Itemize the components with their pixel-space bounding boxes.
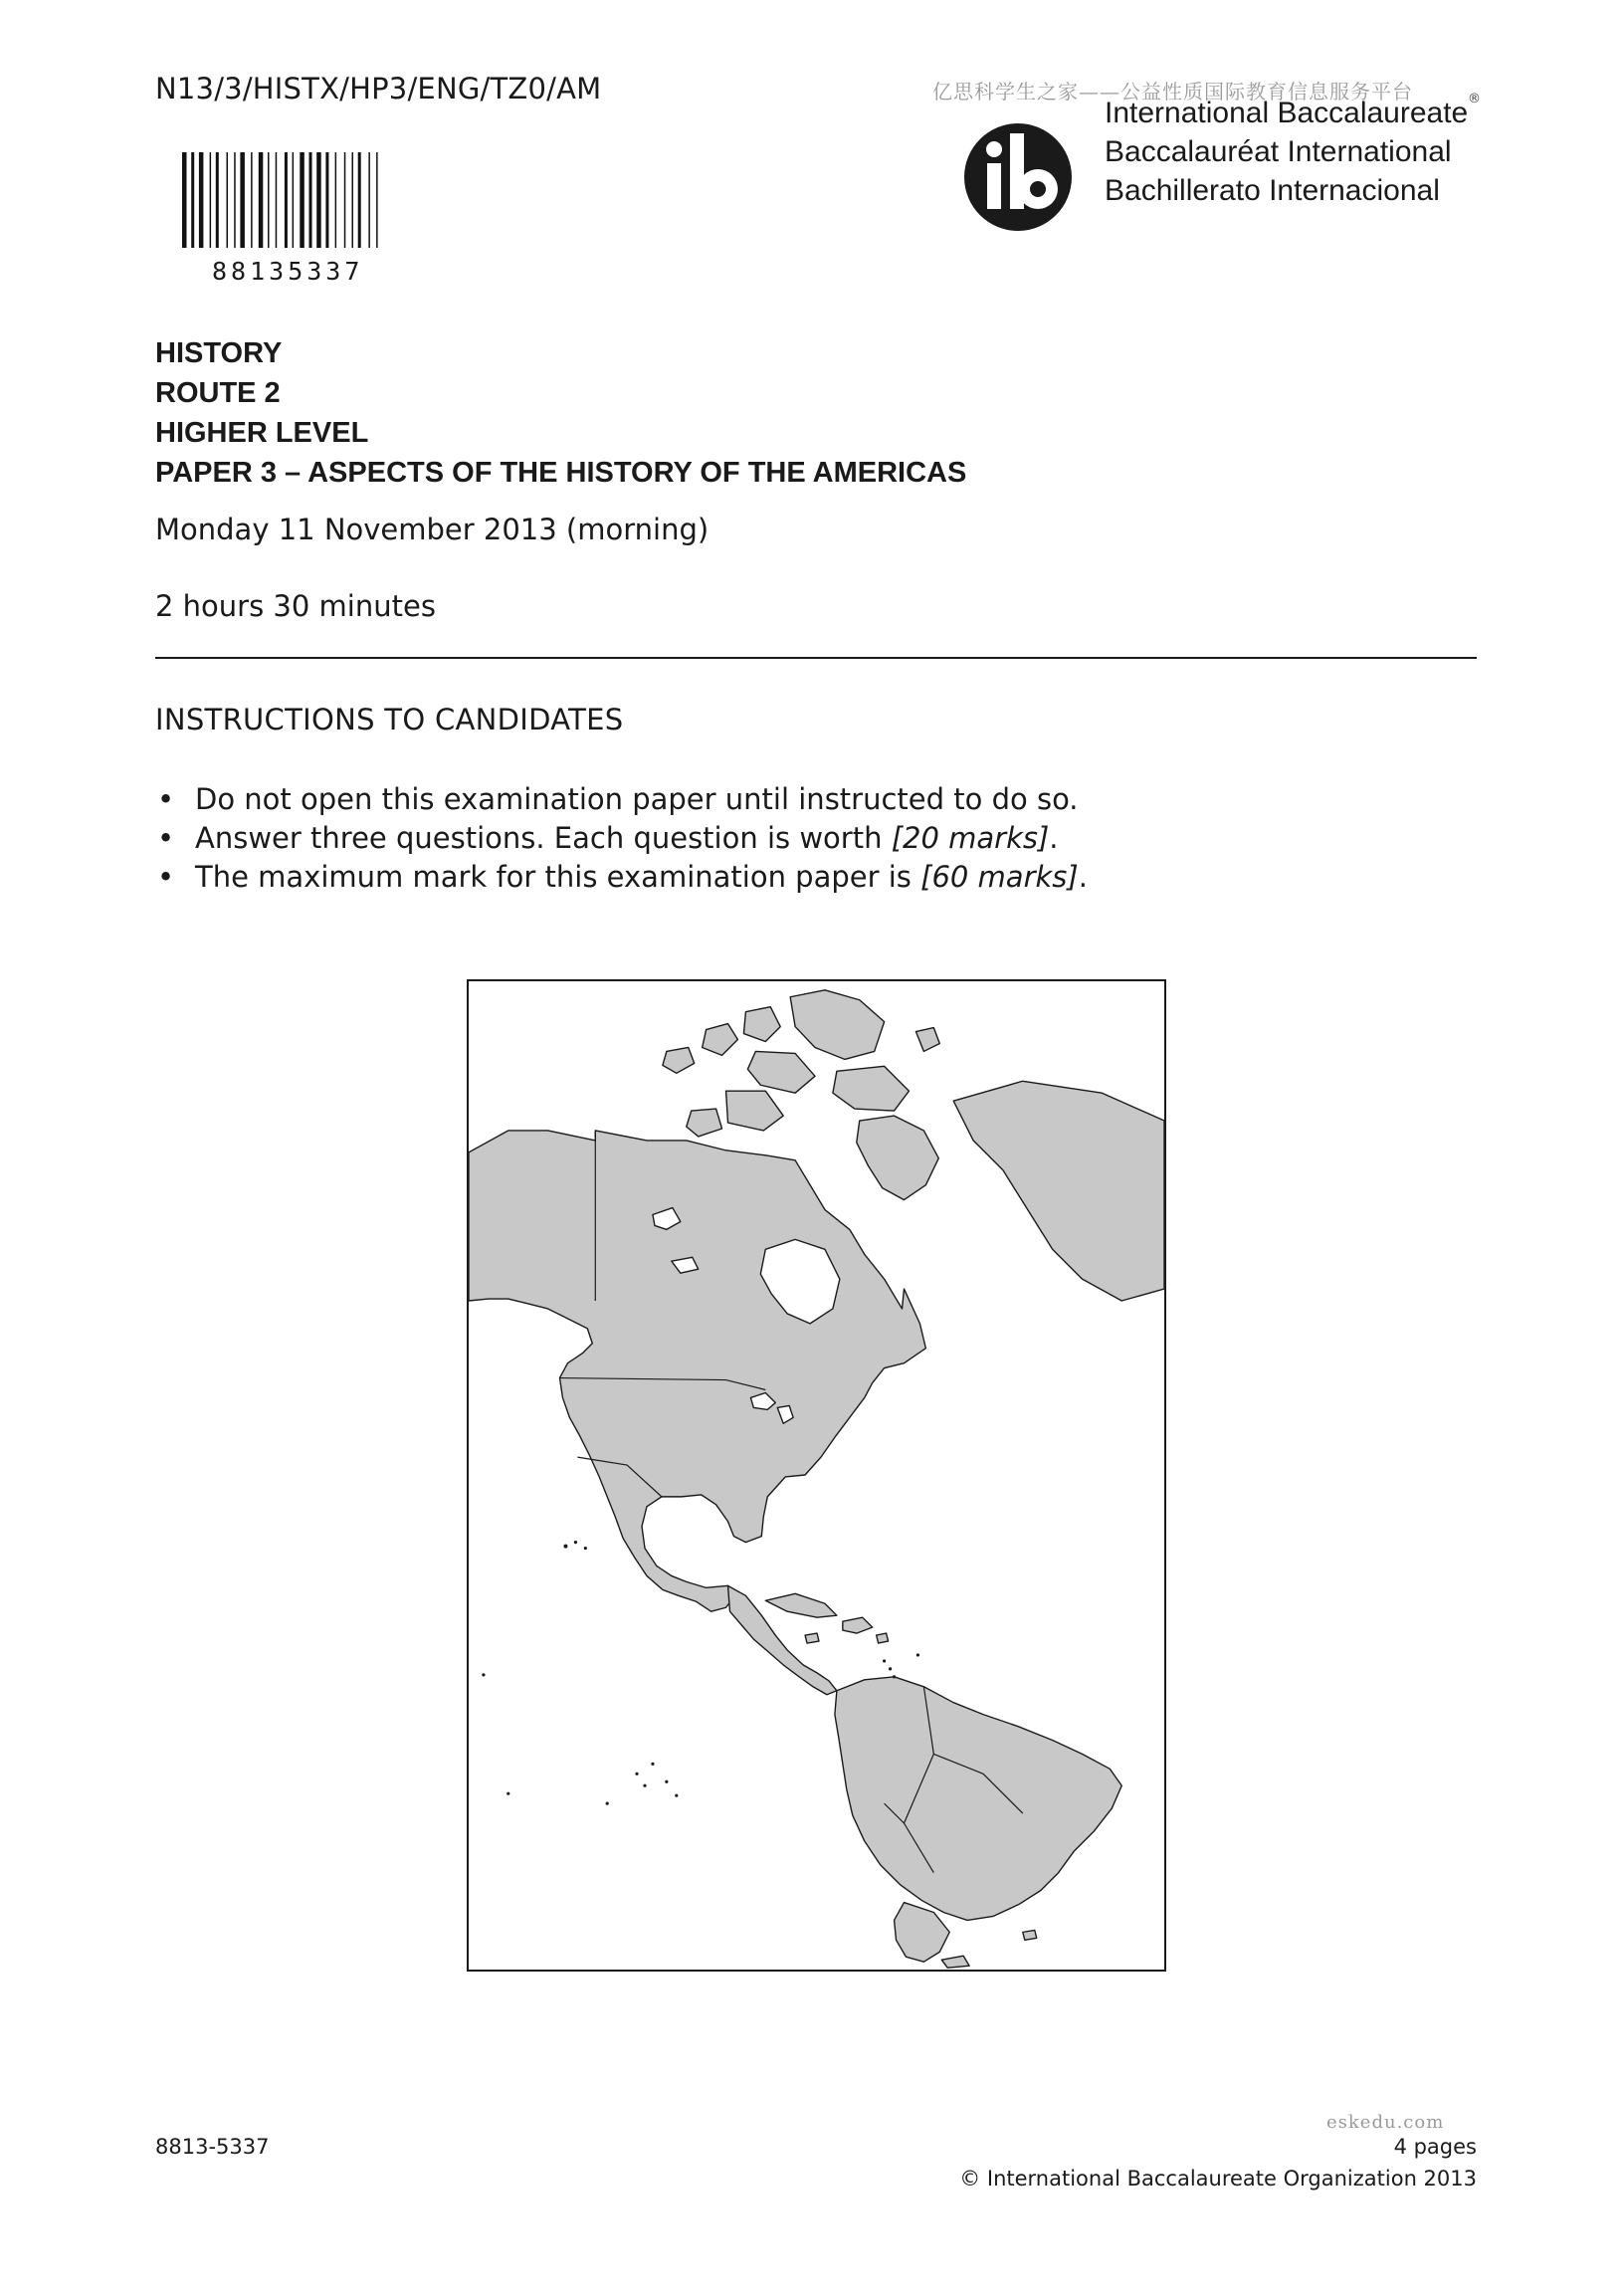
barcode-bar	[300, 152, 304, 248]
barcode-bar	[251, 152, 253, 248]
heading-subject: HISTORY	[155, 337, 283, 369]
footer-code: 8813-5337	[155, 2135, 270, 2159]
ib-logo-icon	[938, 119, 1098, 231]
ib-name-spanish: Bachillerato Internacional	[1105, 174, 1440, 207]
bullet-icon: •	[157, 782, 175, 816]
arctic-island	[833, 1066, 910, 1111]
barcode-bar	[325, 152, 328, 248]
pacific-island	[507, 1792, 509, 1795]
heading-level: HIGHER LEVEL	[155, 417, 369, 449]
pacific-island	[643, 1784, 646, 1787]
heading-paper: PAPER 3 – ASPECTS OF THE HISTORY OF THE AMERICAS	[155, 457, 967, 489]
registered-mark: ®	[1468, 92, 1481, 106]
instruction-text: Answer three questions. Each question is worth	[195, 821, 892, 855]
arctic-island	[915, 1028, 939, 1052]
baffin-island	[857, 1116, 939, 1200]
arctic-island	[747, 1051, 815, 1093]
pacific-island	[563, 1545, 567, 1549]
barcode-bar	[293, 152, 295, 248]
barcode-bar	[376, 152, 378, 248]
barcode	[182, 152, 433, 248]
divider	[155, 657, 1477, 659]
barcode-bar	[191, 152, 194, 248]
americas-map-image	[469, 981, 1164, 1970]
arctic-island	[726, 1091, 784, 1131]
barcode-bar	[199, 152, 204, 248]
caribbean-island	[877, 1633, 889, 1643]
barcode-bar	[335, 152, 337, 248]
barcode-bar	[352, 152, 354, 248]
barcode-bar	[309, 152, 312, 248]
paper-code: N13/3/HISTX/HP3/ENG/TZ0/AM	[155, 72, 602, 105]
pacific-island	[675, 1794, 678, 1797]
page-count: 4 pages	[1393, 2135, 1477, 2159]
instruction-end: .	[1078, 860, 1088, 894]
instruction-item	[155, 819, 1088, 858]
barcode-bar	[344, 152, 346, 248]
arctic-island	[743, 1007, 780, 1042]
barcode-bar	[316, 152, 321, 248]
pacific-island	[606, 1802, 609, 1805]
barcode-bar	[268, 152, 270, 248]
south-america	[835, 1677, 1121, 1921]
greenland	[953, 1081, 1164, 1301]
pacific-island	[665, 1780, 668, 1783]
caribbean-island	[805, 1633, 819, 1643]
cuba	[765, 1593, 837, 1617]
barcode-bar	[234, 152, 236, 248]
instruction-marks: [60 marks]	[920, 860, 1079, 894]
exam-date: Monday 11 November 2013 (morning)	[155, 513, 710, 546]
bullet-icon: •	[157, 821, 175, 855]
americas-map	[467, 979, 1166, 1972]
barcode-bar	[240, 152, 245, 248]
pacific-island	[916, 1653, 919, 1656]
barcode-number: 88135337	[212, 257, 364, 286]
instruction-item	[155, 858, 1088, 897]
barcode-bar	[368, 152, 370, 248]
hispaniola	[843, 1617, 873, 1633]
instructions-list	[155, 780, 1088, 897]
pacific-island	[889, 1667, 892, 1670]
barcode-bar	[210, 152, 212, 248]
heading-route: ROUTE 2	[155, 377, 281, 409]
barcode-bar	[276, 152, 278, 248]
arctic-island	[687, 1109, 722, 1137]
ib-name-french: Baccalauréat International	[1105, 135, 1452, 168]
barcode-bar	[227, 152, 229, 248]
tierra-del-fuego	[941, 1956, 969, 1968]
barcode-bar	[285, 152, 288, 248]
pacific-island	[482, 1673, 485, 1676]
watermark-text: 亿思科学生之家——公益性质国际教育信息服务平台	[932, 80, 1413, 104]
barcode-bar	[259, 152, 264, 248]
pacific-island	[893, 1675, 896, 1678]
pacific-island	[883, 1659, 886, 1662]
exam-duration: 2 hours 30 minutes	[155, 589, 436, 623]
barcode-bar	[182, 152, 187, 248]
pacific-island	[574, 1541, 577, 1544]
exam-heading	[155, 333, 966, 493]
barcode-bar	[358, 152, 361, 248]
ib-name-english: International Baccalaureate	[1105, 97, 1469, 129]
arctic-island	[790, 990, 884, 1060]
barcode-bar	[216, 152, 219, 248]
instruction-item	[155, 780, 1088, 819]
pacific-island	[651, 1763, 654, 1766]
instruction-end: .	[1049, 821, 1059, 855]
pacific-island	[584, 1547, 587, 1550]
instructions-title: INSTRUCTIONS TO CANDIDATES	[155, 703, 624, 736]
north-america	[469, 1131, 925, 1611]
arctic-island	[663, 1047, 695, 1073]
copyright-notice: © International Baccalaureate Organization 2013	[959, 2167, 1477, 2191]
ib-organization-names	[1105, 94, 1468, 210]
instruction-text: Do not open this examination paper until instructed to do so.	[195, 782, 1079, 816]
falkland-islands	[1023, 1930, 1037, 1940]
watermark-url: eskedu.com	[1326, 2112, 1445, 2133]
pacific-island	[635, 1773, 638, 1775]
instruction-text: The maximum mark for this examination paper is	[195, 860, 921, 894]
bullet-icon: •	[157, 860, 175, 894]
arctic-island	[703, 1024, 738, 1056]
instruction-marks: [20 marks]	[891, 821, 1050, 855]
